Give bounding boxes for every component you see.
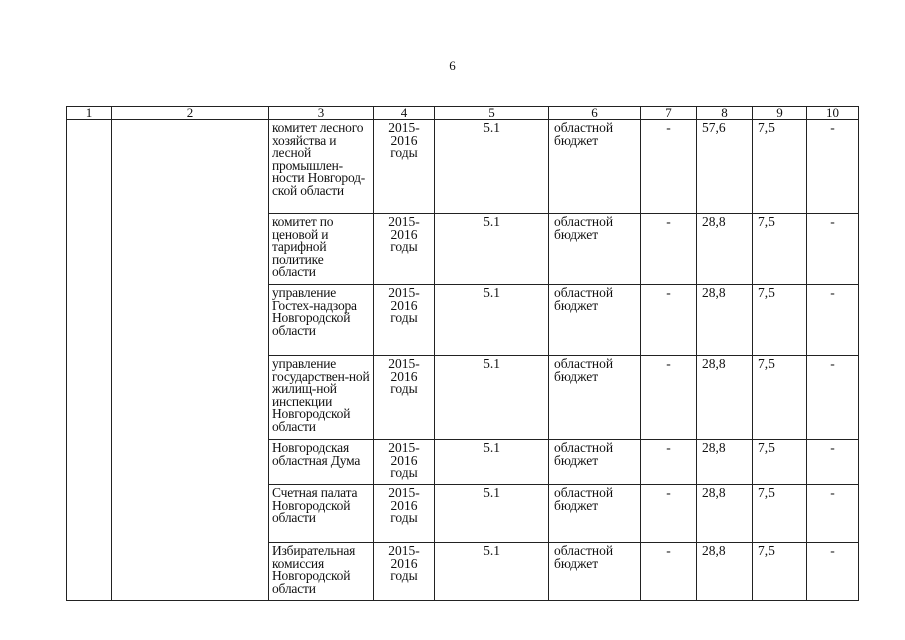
column-number-2: 2 [112,107,269,120]
column-10-cell: - [807,356,859,440]
funding-source-cell: областной бюджет [549,285,641,356]
column-9-cell: 7,5 [753,214,807,285]
funding-source-cell: областной бюджет [549,485,641,543]
column-9-cell: 7,5 [753,285,807,356]
column-10-cell: - [807,543,859,601]
column-9-cell: 7,5 [753,440,807,485]
column-number-8: 8 [697,107,753,120]
column-number-1: 1 [67,107,112,120]
column-9-cell: 7,5 [753,543,807,601]
code-cell: 5.1 [435,356,549,440]
organization-cell: Избирательная комиссия Новгородской области [269,543,374,601]
column-7-cell: - [641,485,697,543]
page-number: 6 [449,58,456,73]
code-cell: 5.1 [435,120,549,214]
column-8-cell: 28,8 [697,356,753,440]
column-8-cell: 28,8 [697,485,753,543]
funding-source-cell: областной бюджет [549,120,641,214]
column-10-cell: - [807,285,859,356]
column-9-cell: 7,5 [753,120,807,214]
column-10-cell: - [807,485,859,543]
table-row [67,120,859,214]
column-number-5: 5 [435,107,549,120]
column-number-header [67,107,859,120]
column-7-cell: - [641,543,697,601]
column-7-cell: - [641,120,697,214]
program-table [66,106,859,601]
years-cell: 2015-2016 годы [374,285,435,356]
header-row [67,107,859,120]
organization-cell: комитет лесного хозяйства и лесной промышлен-ности Новгород-ской области [269,120,374,214]
years-cell: 2015-2016 годы [374,440,435,485]
column-9-cell: 7,5 [753,356,807,440]
funding-source-cell: областной бюджет [549,356,641,440]
organization-cell: Счетная палата Новгородской области [269,485,374,543]
column-9-cell: 7,5 [753,485,807,543]
column-8-cell: 28,8 [697,285,753,356]
funding-source-cell: областной бюджет [549,543,641,601]
organization-cell: управление Гостех-надзора Новгородской области [269,285,374,356]
code-cell: 5.1 [435,485,549,543]
column-7-cell: - [641,356,697,440]
column-10-cell: - [807,214,859,285]
years-cell: 2015-2016 годы [374,485,435,543]
organization-cell: Новгородская областная Дума [269,440,374,485]
code-cell: 5.1 [435,440,549,485]
column-7-cell: - [641,285,697,356]
years-cell: 2015-2016 годы [374,543,435,601]
column-number-10: 10 [807,107,859,120]
column-1-cell [67,120,112,601]
column-2-cell [112,120,269,601]
column-number-6: 6 [549,107,641,120]
funding-source-cell: областной бюджет [549,214,641,285]
funding-source-cell: областной бюджет [549,440,641,485]
column-7-cell: - [641,440,697,485]
column-8-cell: 57,6 [697,120,753,214]
table-body [67,120,859,601]
column-8-cell: 28,8 [697,543,753,601]
years-cell: 2015-2016 годы [374,120,435,214]
years-cell: 2015-2016 годы [374,356,435,440]
code-cell: 5.1 [435,214,549,285]
years-cell: 2015-2016 годы [374,214,435,285]
column-10-cell: - [807,120,859,214]
column-number-4: 4 [374,107,435,120]
column-7-cell: - [641,214,697,285]
code-cell: 5.1 [435,285,549,356]
code-cell: 5.1 [435,543,549,601]
organization-cell: управление государствен-ной жилищ-ной инспекции Новгородской области [269,356,374,440]
column-number-9: 9 [753,107,807,120]
column-number-7: 7 [641,107,697,120]
column-8-cell: 28,8 [697,440,753,485]
column-8-cell: 28,8 [697,214,753,285]
column-number-3: 3 [269,107,374,120]
column-10-cell: - [807,440,859,485]
organization-cell: комитет по ценовой и тарифной политике области [269,214,374,285]
